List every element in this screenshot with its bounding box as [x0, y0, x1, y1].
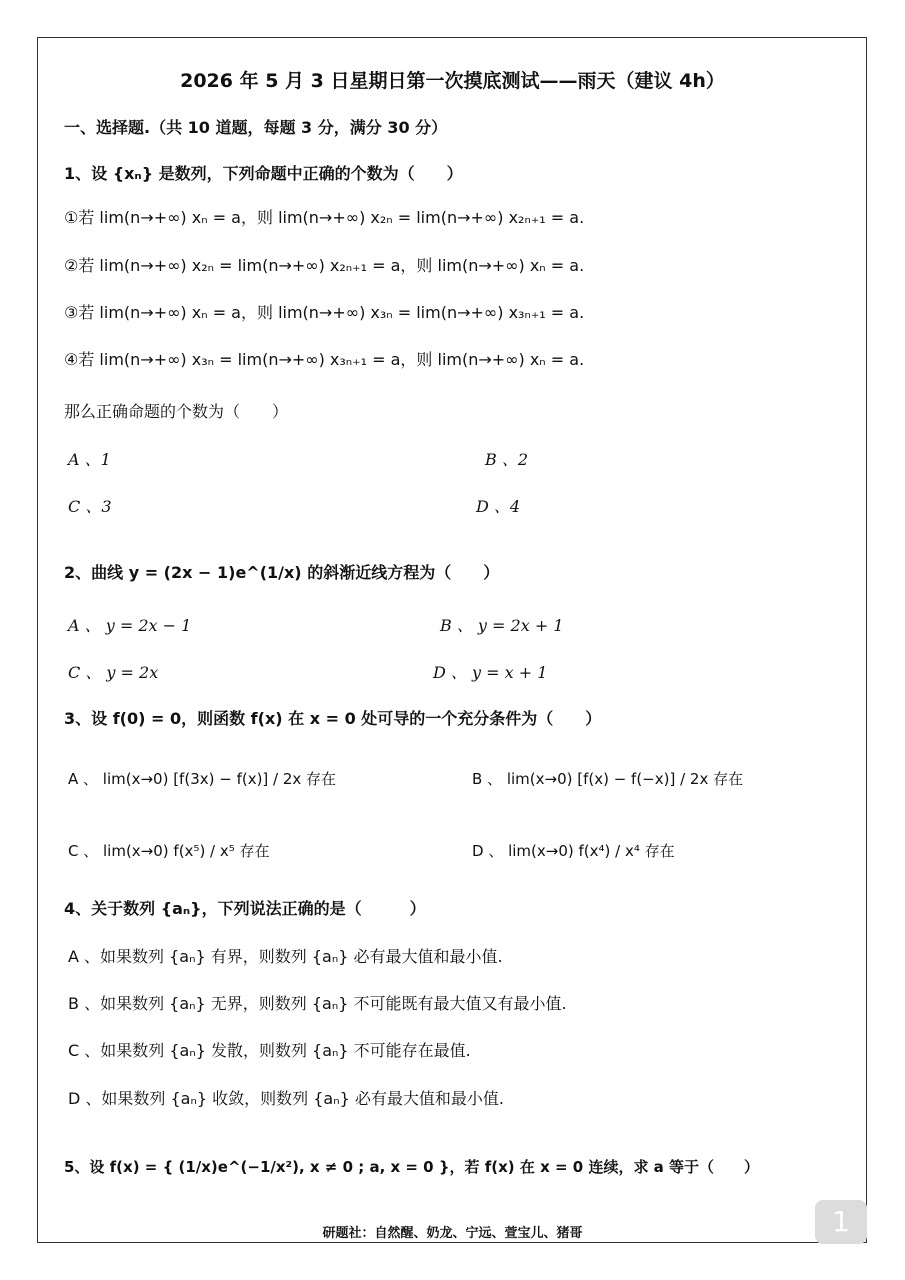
q3-option-a: A 、 lim(x→0) [f(3x) − f(x)] / 2x 存在 — [68, 770, 337, 788]
page-title: 2026 年 5 月 3 日星期日第一次摸底测试——雨天（建议 4h） — [180, 70, 725, 92]
q3-stem: 3、设 f(0) = 0，则函数 f(x) 在 x = 0 处可导的一个充分条件为（ ） — [64, 709, 602, 728]
q2-option-b: B 、 y = 2x + 1 — [440, 616, 564, 635]
q2-stem: 2、曲线 y = (2x − 1)e^(1/x) 的斜渐近线方程为（ ） — [64, 563, 500, 582]
q1-option-d: D 、4 — [476, 497, 521, 516]
q1-statement-1: ①若 lim(n→+∞) xₙ = a，则 lim(n→+∞) x₂ₙ = lim(n→+∞) x₂ₙ₊₁ = a. — [64, 208, 585, 227]
section-heading: 一、选择题.（共 10 道题，每题 3 分，满分 30 分） — [64, 118, 448, 137]
q2-option-a: A 、 y = 2x − 1 — [68, 616, 192, 635]
q3-option-d: D 、 lim(x→0) f(x⁴) / x⁴ 存在 — [472, 842, 675, 860]
q4-option-b: B 、如果数列 {aₙ} 无界，则数列 {aₙ} 不可能既有最大值又有最小值. — [68, 994, 567, 1013]
footer-credits: 研题社：自然醒、奶龙、宁远、萱宝儿、猪哥 — [322, 1226, 583, 1241]
q1-option-a: A 、1 — [68, 450, 111, 469]
q4-option-a: A 、如果数列 {aₙ} 有界，则数列 {aₙ} 必有最大值和最小值. — [68, 947, 503, 966]
q1-ask: 那么正确命题的个数为（ ） — [64, 402, 289, 421]
q4-stem: 4、关于数列 {aₙ}，下列说法正确的是（ ） — [64, 899, 426, 918]
q3-option-b: B 、 lim(x→0) [f(x) − f(−x)] / 2x 存在 — [472, 770, 744, 788]
q4-option-d: D 、如果数列 {aₙ} 收敛，则数列 {aₙ} 必有最大值和最小值. — [68, 1089, 504, 1108]
page-number-badge: 1 — [815, 1200, 867, 1244]
q1-option-b: B 、2 — [485, 450, 529, 469]
q1-statement-4: ④若 lim(n→+∞) x₃ₙ = lim(n→+∞) x₃ₙ₊₁ = a，则 lim(n→+∞) xₙ = a. — [64, 350, 585, 369]
q4-option-c: C 、如果数列 {aₙ} 发散，则数列 {aₙ} 不可能存在最值. — [68, 1041, 471, 1060]
q1-statement-3: ③若 lim(n→+∞) xₙ = a，则 lim(n→+∞) x₃ₙ = lim(n→+∞) x₃ₙ₊₁ = a. — [64, 303, 585, 322]
q3-option-c: C 、 lim(x→0) f(x⁵) / x⁵ 存在 — [68, 842, 270, 860]
q2-option-c: C 、 y = 2x — [68, 663, 159, 682]
q1-stem: 1、设 {xₙ} 是数列，下列命题中正确的个数为（ ） — [64, 164, 463, 183]
q1-option-c: C 、3 — [68, 497, 112, 516]
q1-statement-2: ②若 lim(n→+∞) x₂ₙ = lim(n→+∞) x₂ₙ₊₁ = a，则 lim(n→+∞) xₙ = a. — [64, 256, 585, 275]
q2-option-d: D 、 y = x + 1 — [433, 663, 548, 682]
q5-stem: 5、设 f(x) = { (1/x)e^(−1/x²), x ≠ 0 ; a, x = 0 }，若 f(x) 在 x = 0 连续，求 a 等于（ ） — [64, 1158, 760, 1176]
